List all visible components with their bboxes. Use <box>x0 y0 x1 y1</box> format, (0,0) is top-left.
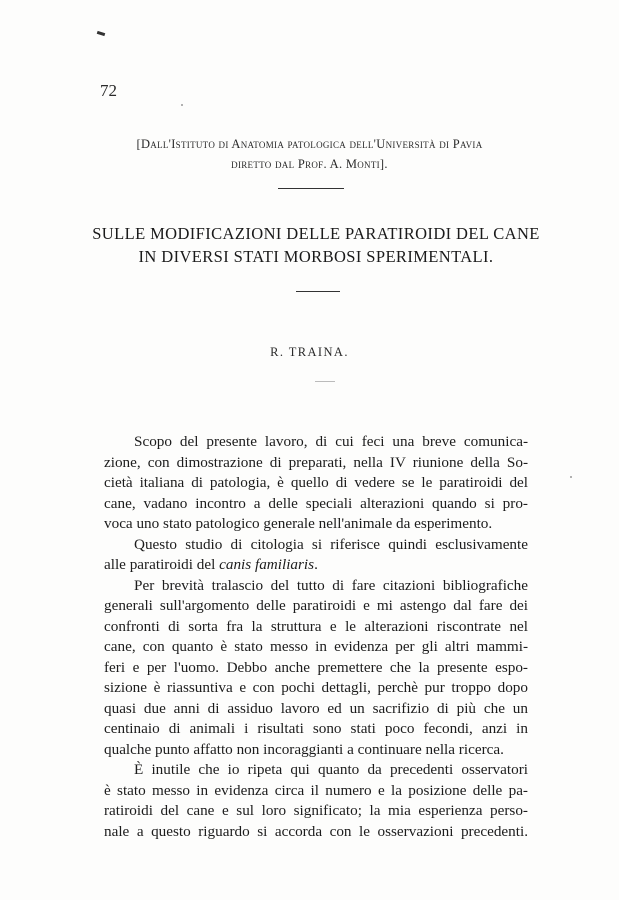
text-line: generali sull'argomento delle paratiroidi e mi astengo dal fare dei <box>104 597 528 614</box>
text-line: quasi due anni di assiduo lavoro ed un sacrifizio di più che un <box>104 699 528 717</box>
text-line: Scopo del presente lavoro, di cui feci una breve comunica- <box>134 433 528 450</box>
title-line-2: IN DIVERSI STATI MORBOSI SPERIMENTALI. <box>138 247 494 266</box>
text-line: centinaio di animali i risultati sono stati poco fecondi, anzi in <box>104 720 528 737</box>
institute-line-1: [Dall'Istituto di Anatomia patologica dell'Università di Pavia <box>136 137 483 151</box>
article-body <box>104 432 528 842</box>
article-title <box>86 222 546 268</box>
text-line: feri e per l'uomo. Debbo anche premettere che la presente espo- <box>104 658 528 676</box>
page-number: 72 <box>100 81 117 100</box>
author-name: R. TRAINA. <box>270 345 349 359</box>
scan-speck <box>570 476 572 478</box>
separator-rule <box>278 188 344 189</box>
species-name: canis familiaris <box>219 556 315 573</box>
text-line: ratiroidi del cane e sul loro significato; la mia esperienza perso- <box>104 802 528 819</box>
text-line: Questo studio di citologia si riferisce quindi esclusivamente <box>134 535 528 553</box>
text-line: è stato messo in evidenza circa il numero e la posizione delle pa- <box>104 781 528 799</box>
title-line-1: SULLE MODIFICAZIONI DELLE PARATIROIDI DEL CANE <box>92 224 540 243</box>
text-line: cane, con quanto è stato messo in evidenza per gli altri mammi- <box>104 638 528 655</box>
text-span: . <box>314 556 318 573</box>
text-line: confronti di sorta fra la struttura e le alterazioni riscontrate nel <box>104 617 528 635</box>
paragraph <box>104 535 528 576</box>
text-line: cane, vadano incontro a delle speciali alterazioni quando si pro- <box>104 494 528 512</box>
text-span: alle paratiroidi del <box>104 556 220 573</box>
paragraph <box>104 760 528 842</box>
text-line <box>104 555 528 576</box>
institute-attribution <box>90 134 529 174</box>
scan-mark <box>97 31 106 36</box>
paragraph <box>104 432 528 535</box>
paragraph <box>104 576 528 761</box>
text-line: nale a questo riguardo si accorda con le osservazioni precedenti. <box>104 822 528 840</box>
institute-line-2: diretto dal Prof. A. Monti]. <box>231 157 388 171</box>
text-line: Per brevità tralascio del tutto di fare citazioni bibliografiche <box>134 576 528 594</box>
text-line: sizione è riassuntiva e con pochi dettagli, perchè pur troppo dopo <box>104 679 528 696</box>
separator-rule <box>296 291 340 292</box>
separator-rule <box>315 381 335 382</box>
scan-speck <box>181 104 183 106</box>
text-line: qualche punto affatto non incoraggianti a continuare nella ricerca. <box>104 740 504 758</box>
text-line: zione, con dimostrazione di preparati, nella IV riunione della So- <box>104 453 528 471</box>
text-line: voca uno stato patologico generale nell'animale da esperimento. <box>104 515 493 532</box>
text-line: cietà italiana di patologia, è quello di vedere se le paratiroidi del <box>104 474 528 491</box>
text-line: È inutile che io ripeta qui quanto da precedenti osservatori <box>134 761 528 778</box>
